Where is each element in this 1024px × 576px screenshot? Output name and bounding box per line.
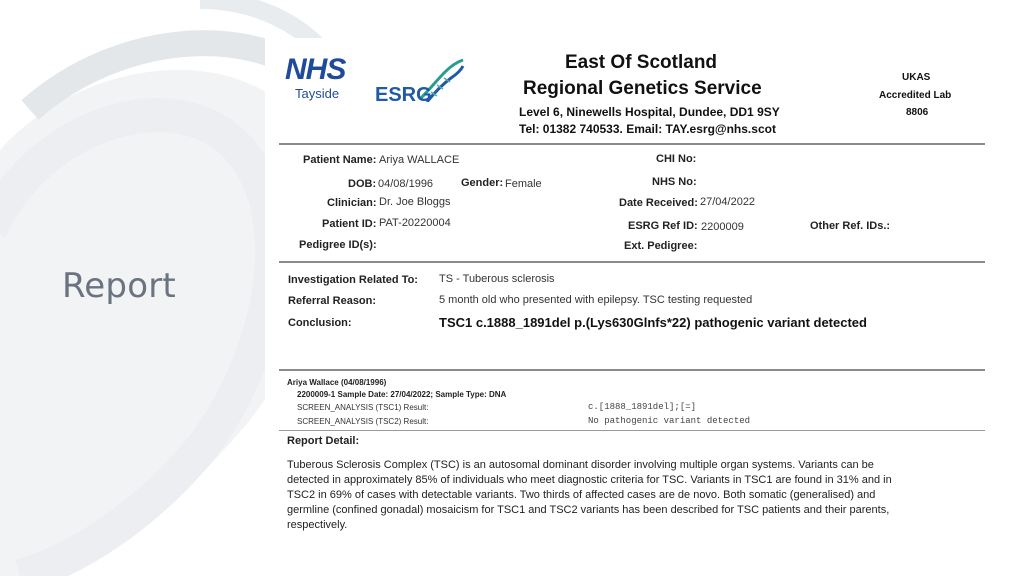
esrg-ref-value: 2200009 — [701, 221, 744, 233]
conclusion-label: Conclusion: — [288, 317, 352, 329]
referral-value: 5 month old who presented with epilepsy. TSC testing requested — [439, 294, 753, 306]
nhs-logo-text: NHS — [285, 53, 346, 86]
results-patient-line: Ariya Wallace (04/08/1996) — [287, 378, 387, 387]
patient-divider — [279, 261, 985, 263]
esrg-ref-label: ESRG Ref ID: — [628, 220, 698, 232]
results-sample-line: 2200009-1 Sample Date: 27/04/2022; Sample Type: DNA — [297, 390, 507, 399]
ukas-line2: Accredited Lab — [879, 90, 952, 101]
result-row-1-test: SCREEN_ANALYSIS (TSC1) Result: — [297, 403, 429, 412]
dob-label: DOB: — [348, 178, 377, 190]
service-name-line2: Regional Genetics Service — [523, 78, 762, 99]
nhs-logo-subtext: Tayside — [295, 86, 340, 101]
report-detail-text: Tuberous Sclerosis Complex (TSC) is an autosomal dominant disorder involving multiple organ systems. Variants can be detected in approximately 85% of individuals who meet diagnostic criteria for TSC. Variants in TSC1 are found in 31% and in TSC2 in 69% of cases with detectable variants. Two thirds of affected cases are de novo. Both somatic (generalised) and germline (confined gonadal) mosaicism for TSC1 and TSC2 variants has been described for TSC patients and their parents, respectively. — [287, 459, 892, 531]
esrg-logo-text: ESRG — [375, 84, 432, 106]
investigation-value: TS - Tuberous sclerosis — [439, 273, 555, 285]
service-address: Level 6, Ninewells Hospital, Dundee, DD1 9SY — [519, 105, 780, 119]
ext-pedigree-label: Ext. Pedigree: — [624, 240, 698, 252]
ukas-line3: 8806 — [906, 107, 929, 118]
result-row-1-value: c.[1888_1891del];[=] — [588, 402, 697, 412]
patient-id-label: Patient ID: — [322, 218, 377, 230]
chi-label: CHI No: — [656, 153, 697, 165]
patient-name-value: Ariya WALLACE — [379, 154, 460, 166]
patient-name-label: Patient Name: — [303, 154, 377, 166]
date-received-value: 27/04/2022 — [700, 196, 756, 208]
conclusion-value: TSC1 c.1888_1891del p.(Lys630Glnfs*22) pathogenic variant detected — [439, 315, 867, 330]
gender-label: Gender: — [461, 177, 504, 189]
gender-value: Female — [505, 178, 542, 190]
report-document — [265, 38, 1005, 576]
report-detail-heading: Report Detail: — [287, 435, 360, 447]
investigation-label: Investigation Related To: — [288, 274, 418, 286]
results-underline — [279, 430, 985, 431]
dob-value: 04/08/1996 — [378, 178, 434, 190]
result-row-2-value: No pathogenic variant detected — [588, 416, 751, 426]
referral-label: Referral Reason: — [288, 295, 377, 307]
other-ref-label: Other Ref. IDs.: — [810, 220, 891, 232]
result-row-2-test: SCREEN_ANALYSIS (TSC2) Result: — [297, 417, 429, 426]
date-received-label: Date Received: — [619, 197, 698, 209]
nhs-no-label: NHS No: — [652, 176, 697, 188]
pedigree-label: Pedigree ID(s): — [299, 239, 377, 251]
clinician-value: Dr. Joe Bloggs — [379, 196, 451, 208]
clinician-label: Clinician: — [327, 197, 377, 209]
investigation-divider — [279, 369, 985, 371]
slide-title: Report — [62, 266, 176, 306]
patient-id-value: PAT-20220004 — [379, 217, 451, 229]
ukas-line1: UKAS — [902, 72, 931, 83]
service-contact: Tel: 01382 740533. Email: TAY.esrg@nhs.scot — [519, 122, 776, 136]
header-divider — [279, 143, 985, 145]
nhs-tayside-logo — [285, 54, 365, 124]
service-name-line1: East Of Scotland — [565, 52, 718, 73]
